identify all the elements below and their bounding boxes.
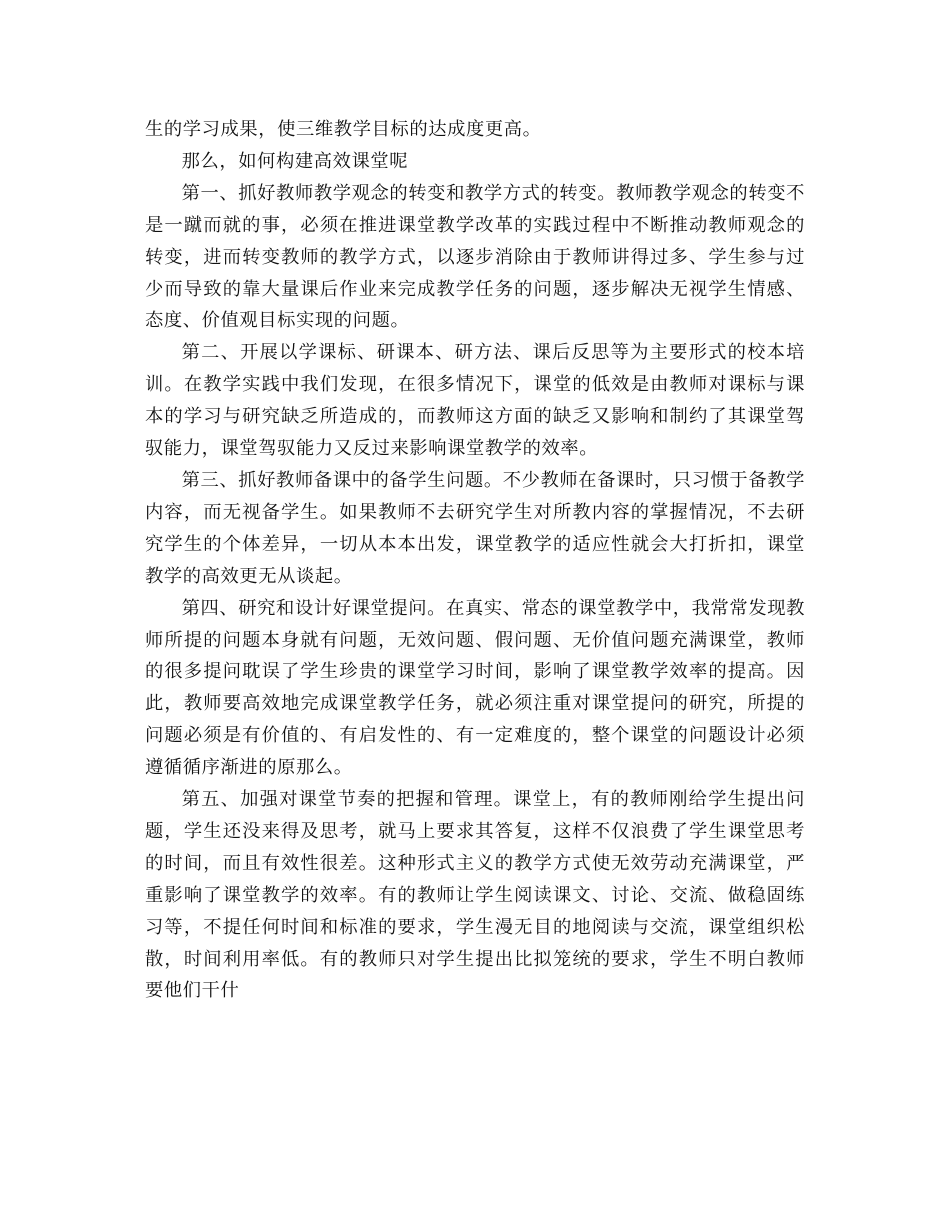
paragraph-question: 那么，如何构建高效课堂呢 [181, 150, 409, 172]
paragraph-continuation: 生的学习成果，使三维教学目标的达成度更高。 [145, 119, 542, 140]
paragraph-point-4: 第四、研究和设计好课堂提问。在真实、常态的课堂教学中，我常常发现教师所提的问题本身就有问题，无效问题、假问题、无价值问题充满课堂，教师的很多提问耽误了学生珍贵的课堂学习时间，影响了课堂教学效率的提高。因此，教师要高效地完成课堂教学任务，就必须注重对课堂提问的研究，所提的问题必须是有价值的、有启发性的、有一定难度的，整个课堂的问题设计必须遵循循序渐进的原那么。 [145, 597, 805, 779]
paragraph-point-3: 第三、抓好教师备课中的备学生问题。不少教师在备课时，只习惯于备教学内容，而无视备学生。如果教师不去研究学生对所教内容的掌握情况，不去研究学生的个体差异，一切从本本出发，课堂教学的适应性就会大打折扣，课堂教学的高效更无从谈起。 [145, 469, 805, 587]
paragraph-point-1: 第一、抓好教师教学观念的转变和教学方式的转变。教师教学观念的转变不是一蹴而就的事，必须在推进课堂教学改革的实践过程中不断推动教师观念的转变，进而转变教师的教学方式，以逐步消除由于教师讲得过多、学生参与过少而导致的靠大量课后作业来完成教学任务的问题，逐步解决无视学生情感、态度、价值观目标实现的问题。 [145, 182, 805, 332]
document-page [145, 114, 805, 1007]
paragraph-point-2: 第二、开展以学课标、研课本、研方法、课后反思等为主要形式的校本培训。在教学实践中我们发现，在很多情况下，课堂的低效是由教师对课标与课本的学习与研究缺乏所造成的，而教师这方面的缺乏又影响和制约了其课堂驾驭能力，课堂驾驭能力又反过来影响课堂教学的效率。 [145, 342, 805, 460]
paragraph-point-5: 第五、加强对课堂节奏的把握和管理。课堂上，有的教师刚给学生提出问题，学生还没来得及思考，就马上要求其答复，这样不仅浪费了学生课堂思考的时间，而且有效性很差。这种形式主义的教学方式使无效劳动充满课堂，严重影响了课堂教学的效率。有的教师让学生阅读课文、讨论、交流、做稳固练习等，不提任何时间和标准的要求，学生漫无目的地阅读与交流，课堂组织松散，时间利用率低。有的教师只对学生提出比拟笼统的要求，学生不明白教师要他们干什 [145, 789, 805, 1002]
